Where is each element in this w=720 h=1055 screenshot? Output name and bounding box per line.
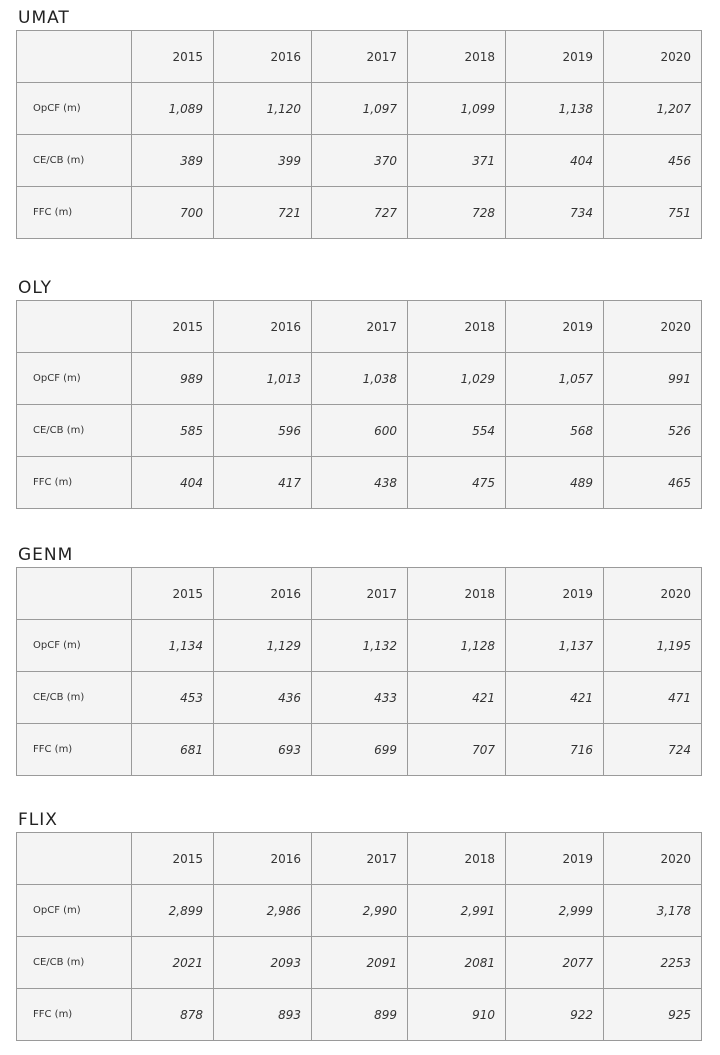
- cashflow-table: [16, 30, 702, 239]
- year-header: 2019: [506, 301, 604, 353]
- table-cell: 2,986: [214, 885, 312, 937]
- table-cell: 2,990: [312, 885, 408, 937]
- year-header: 2016: [214, 568, 312, 620]
- table-cell: 1,120: [214, 83, 312, 135]
- table-cell: 1,137: [506, 620, 604, 672]
- row-label: OpCF (m): [17, 620, 132, 672]
- year-header: 2020: [604, 31, 702, 83]
- table-cell: 724: [604, 724, 702, 776]
- table-cell: 1,029: [408, 353, 506, 405]
- table-cell: 465: [604, 457, 702, 509]
- table-row: [17, 353, 702, 405]
- company-title: FLIX: [18, 810, 58, 830]
- row-label: FFC (m): [17, 724, 132, 776]
- table-row: [17, 135, 702, 187]
- row-label: FFC (m): [17, 187, 132, 239]
- table-cell: 893: [214, 989, 312, 1041]
- year-header: 2019: [506, 833, 604, 885]
- table-cell: 1,129: [214, 620, 312, 672]
- table-cell: 2021: [132, 937, 214, 989]
- table-cell: 707: [408, 724, 506, 776]
- cashflow-table: [16, 832, 702, 1041]
- cashflow-table: [16, 567, 702, 776]
- table-row: [17, 885, 702, 937]
- table-cell: 910: [408, 989, 506, 1041]
- year-header: 2018: [408, 301, 506, 353]
- header-corner-cell: [17, 568, 132, 620]
- table-header-row: [17, 568, 702, 620]
- header-corner-cell: [17, 301, 132, 353]
- table-cell: 699: [312, 724, 408, 776]
- table-cell: 596: [214, 405, 312, 457]
- table-cell: 2081: [408, 937, 506, 989]
- cashflow-table: [16, 300, 702, 509]
- table-cell: 421: [408, 672, 506, 724]
- row-label: CE/CB (m): [17, 937, 132, 989]
- year-header: 2015: [132, 568, 214, 620]
- year-header: 2019: [506, 568, 604, 620]
- table-row: [17, 620, 702, 672]
- table-header-row: [17, 301, 702, 353]
- table-row: [17, 989, 702, 1041]
- year-header: 2017: [312, 568, 408, 620]
- row-label: CE/CB (m): [17, 672, 132, 724]
- table-cell: 1,038: [312, 353, 408, 405]
- table-cell: 404: [506, 135, 604, 187]
- table-cell: 1,132: [312, 620, 408, 672]
- table-cell: 1,097: [312, 83, 408, 135]
- table-cell: 989: [132, 353, 214, 405]
- table-cell: 433: [312, 672, 408, 724]
- table-cell: 1,195: [604, 620, 702, 672]
- table-cell: 1,057: [506, 353, 604, 405]
- year-header: 2015: [132, 301, 214, 353]
- table-cell: 421: [506, 672, 604, 724]
- row-label: OpCF (m): [17, 353, 132, 405]
- year-header: 2015: [132, 833, 214, 885]
- year-header: 2017: [312, 833, 408, 885]
- table-cell: 471: [604, 672, 702, 724]
- year-header: 2017: [312, 31, 408, 83]
- year-header: 2018: [408, 568, 506, 620]
- table-cell: 721: [214, 187, 312, 239]
- table-cell: 2,899: [132, 885, 214, 937]
- table-cell: 371: [408, 135, 506, 187]
- year-header: 2016: [214, 301, 312, 353]
- table-cell: 600: [312, 405, 408, 457]
- table-cell: 922: [506, 989, 604, 1041]
- table-cell: 404: [132, 457, 214, 509]
- table-cell: 1,128: [408, 620, 506, 672]
- table-cell: 700: [132, 187, 214, 239]
- year-header: 2017: [312, 301, 408, 353]
- table-cell: 1,134: [132, 620, 214, 672]
- table-row: [17, 83, 702, 135]
- year-header: 2019: [506, 31, 604, 83]
- table-cell: 399: [214, 135, 312, 187]
- table-row: [17, 724, 702, 776]
- table-cell: 3,178: [604, 885, 702, 937]
- table-cell: 716: [506, 724, 604, 776]
- year-header: 2020: [604, 833, 702, 885]
- table-cell: 899: [312, 989, 408, 1041]
- row-label: FFC (m): [17, 457, 132, 509]
- row-label: CE/CB (m): [17, 405, 132, 457]
- table-cell: 1,013: [214, 353, 312, 405]
- table-cell: 2093: [214, 937, 312, 989]
- table-cell: 417: [214, 457, 312, 509]
- table-cell: 693: [214, 724, 312, 776]
- table-cell: 1,089: [132, 83, 214, 135]
- table-row: [17, 405, 702, 457]
- table-row: [17, 187, 702, 239]
- table-cell: 728: [408, 187, 506, 239]
- year-header: 2020: [604, 301, 702, 353]
- table-header-row: [17, 833, 702, 885]
- table-cell: 456: [604, 135, 702, 187]
- row-label: CE/CB (m): [17, 135, 132, 187]
- company-title: UMAT: [18, 8, 70, 28]
- year-header: 2016: [214, 833, 312, 885]
- table-cell: 389: [132, 135, 214, 187]
- table-cell: 925: [604, 989, 702, 1041]
- table-cell: 734: [506, 187, 604, 239]
- company-title: OLY: [18, 278, 52, 298]
- company-title: GENM: [18, 545, 74, 565]
- year-header: 2018: [408, 833, 506, 885]
- year-header: 2018: [408, 31, 506, 83]
- table-cell: 568: [506, 405, 604, 457]
- table-cell: 370: [312, 135, 408, 187]
- table-cell: 2253: [604, 937, 702, 989]
- header-corner-cell: [17, 833, 132, 885]
- table-row: [17, 672, 702, 724]
- table-cell: 436: [214, 672, 312, 724]
- table-cell: 554: [408, 405, 506, 457]
- table-row: [17, 937, 702, 989]
- table-header-row: [17, 31, 702, 83]
- header-corner-cell: [17, 31, 132, 83]
- table-cell: 2,999: [506, 885, 604, 937]
- year-header: 2020: [604, 568, 702, 620]
- table-cell: 1,099: [408, 83, 506, 135]
- table-cell: 453: [132, 672, 214, 724]
- table-cell: 991: [604, 353, 702, 405]
- table-cell: 2,991: [408, 885, 506, 937]
- table-cell: 489: [506, 457, 604, 509]
- table-cell: 1,138: [506, 83, 604, 135]
- table-cell: 2091: [312, 937, 408, 989]
- row-label: OpCF (m): [17, 83, 132, 135]
- year-header: 2015: [132, 31, 214, 83]
- table-cell: 585: [132, 405, 214, 457]
- table-cell: 438: [312, 457, 408, 509]
- table-cell: 475: [408, 457, 506, 509]
- table-cell: 727: [312, 187, 408, 239]
- table-cell: 1,207: [604, 83, 702, 135]
- table-cell: 878: [132, 989, 214, 1041]
- table-cell: 751: [604, 187, 702, 239]
- table-cell: 2077: [506, 937, 604, 989]
- year-header: 2016: [214, 31, 312, 83]
- row-label: FFC (m): [17, 989, 132, 1041]
- table-cell: 681: [132, 724, 214, 776]
- table-row: [17, 457, 702, 509]
- table-cell: 526: [604, 405, 702, 457]
- row-label: OpCF (m): [17, 885, 132, 937]
